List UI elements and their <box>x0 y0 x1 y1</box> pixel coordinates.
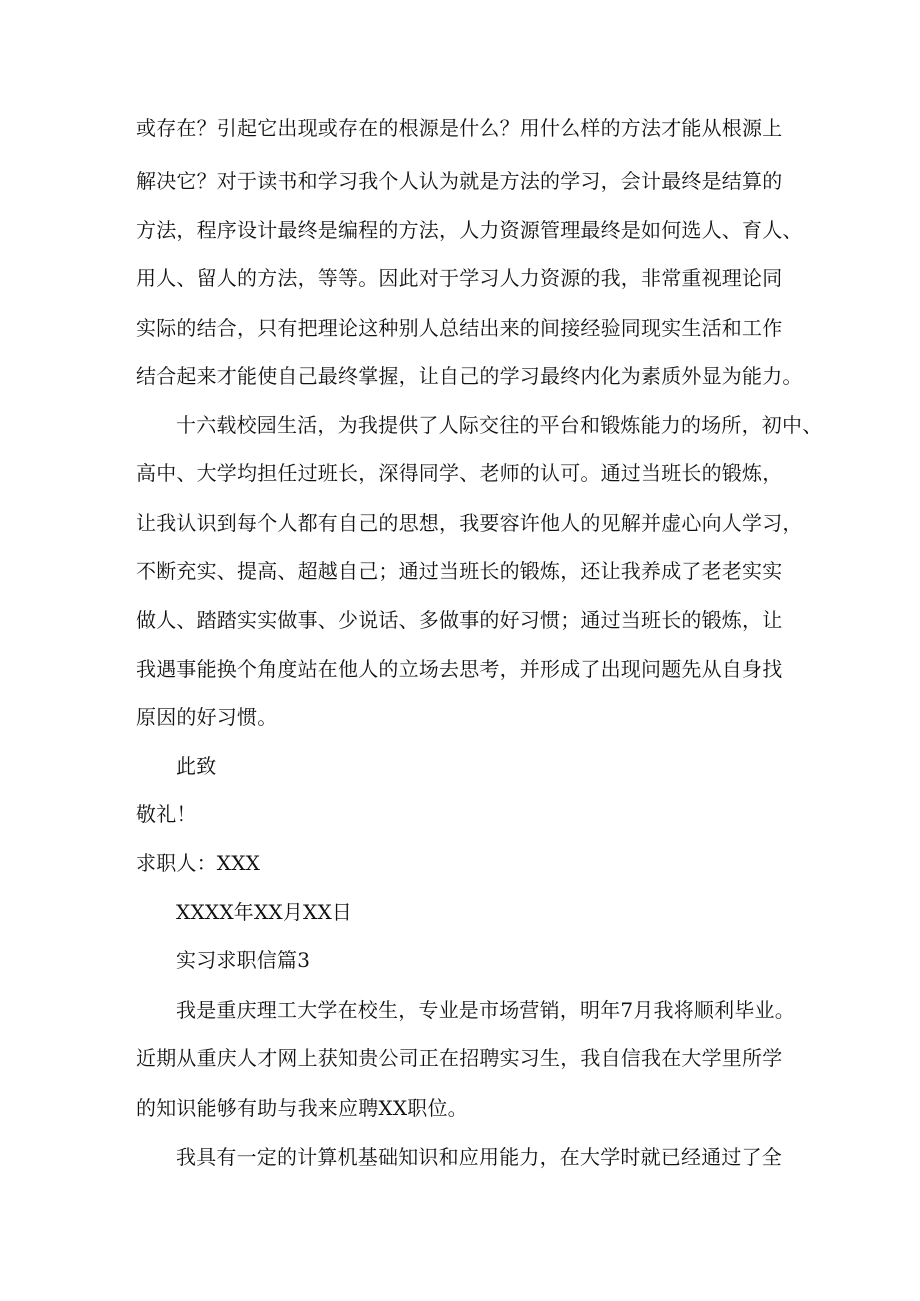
paragraph-first-line: 我是重庆理工大学在校生，专业是市场营销，明年7月我将顺利毕业。 <box>176 998 795 1022</box>
text-line: 近期从重庆人才网上获知贵公司正在招聘实习生，我自信我在大学里所学 <box>136 1046 783 1070</box>
paragraph-first-line: 我具有一定的计算机基础知识和应用能力，在大学时就已经通过了全 <box>176 1145 782 1169</box>
closing-regards: 敬礼！ <box>136 802 197 826</box>
text-line: 结合起来才能使自己最终掌握，让自己的学习最终内化为素质外显为能力。 <box>136 364 803 388</box>
text-line: 方法，程序设计最终是编程的方法，人力资源管理最终是如何选人、育人、 <box>136 218 803 242</box>
text-line: 高中、大学均担任过班长，深得同学、老师的认可。通过当班长的锻炼， <box>136 461 783 485</box>
text-line: 解决它？对于读书和学习我个人认为就是方法的学习，会计最终是结算的 <box>136 169 783 193</box>
closing-salutation: 此致 <box>176 754 217 778</box>
section-title: 实习求职信篇3 <box>176 948 311 972</box>
text-line: 实际的结合，只有把理论这种别人总结出来的间接经验同现实生活和工作 <box>136 316 783 340</box>
text-line: 不断充实、提高、超越自己；通过当班长的锻炼，还让我养成了老老实实 <box>136 559 783 583</box>
text-line: 的知识能够有助与我来应聘XX职位。 <box>136 1096 468 1120</box>
text-line: 原因的好习惯。 <box>136 705 278 729</box>
paragraph-first-line: 十六载校园生活，为我提供了人际交往的平台和锻炼能力的场所，初中、 <box>176 413 823 437</box>
text-line: 让我认识到每个人都有自己的思想，我要容许他人的见解并虚心向人学习， <box>136 511 803 535</box>
date-line: XXXX年XX月XX日 <box>176 900 353 924</box>
applicant-signature: 求职人：XXX <box>136 851 261 875</box>
text-line: 或存在？引起它出现或存在的根源是什么？用什么样的方法才能从根源上 <box>136 116 783 140</box>
text-line: 我遇事能换个角度站在他人的立场去思考，并形成了出现问题先从自身找 <box>136 657 783 681</box>
text-line: 做人、踏踏实实做事、少说话、多做事的好习惯；通过当班长的锻炼，让 <box>136 608 783 632</box>
text-line: 用人、留人的方法，等等。因此对于学习人力资源的我，非常重视理论同 <box>136 266 783 290</box>
